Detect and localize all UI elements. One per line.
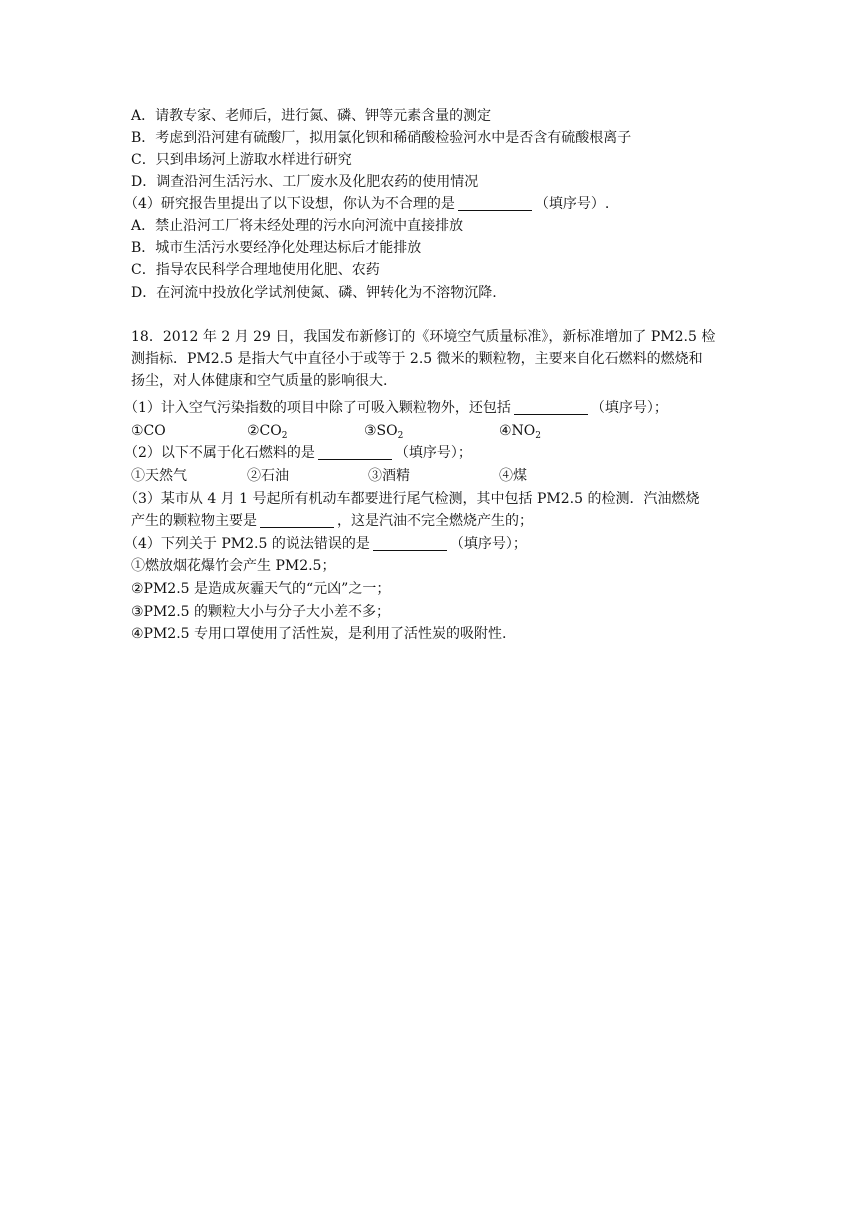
q18-part2-text: （2）以下不属于化石燃料的是: [124, 445, 315, 461]
q18-intro-line-1: 18．2012 年 2 月 29 日，我国发布新修订的《环境空气质量标准》，新标准增加了 PM2.5 检: [131, 329, 716, 345]
q18-part4-option-3: ③PM2.5 的颗粒大小与分子大小差不多；: [131, 604, 391, 620]
answer-blank[interactable]: [458, 196, 532, 211]
q18-part3-line-2: [131, 510, 533, 532]
q18-part4-stem: [124, 533, 527, 555]
option-coal: ④煤: [499, 468, 527, 484]
option-no2: $④NO_2$: [499, 423, 542, 441]
q17-part4-text: （4）研究报告里提出了以下设想，你认为不合理的是: [124, 196, 455, 212]
option-alcohol: ③酒精: [368, 468, 410, 484]
q17-part4-suffix: （填序号）.: [534, 196, 610, 212]
option-petroleum: ②石油: [247, 468, 289, 484]
q18-part4-option-4: ④PM2.5 专用口罩使用了活性炭，是利用了活性炭的吸附性.: [131, 626, 507, 642]
q18-part3-text: 产生的颗粒物主要是: [131, 513, 257, 529]
q17-part4-option-b: B．城市生活污水要经净化处理达标后才能排放: [131, 240, 422, 256]
q17-part4-stem: [124, 193, 609, 215]
q17-option-b: B．考虑到沿河建有硫酸厂，拟用氯化钡和稀硝酸检验河水中是否含有硫酸根离子: [131, 130, 632, 146]
answer-blank[interactable]: [373, 536, 447, 551]
q17-option-c: C．只到串场河上游取水样进行研究: [131, 152, 352, 168]
q18-part4-text: （4）下列关于 PM2.5 的说法错误的是: [124, 536, 370, 552]
option-co: ①CO: [131, 423, 166, 439]
q18-part3-line-1: （3）某市从 4 月 1 号起所有机动车都要进行尾气检测，其中包括 PM2.5 的检测．汽油燃烧: [124, 491, 700, 507]
q18-part3-suffix: ，这是汽油不完全燃烧产生的；: [337, 513, 533, 529]
q17-part4-option-d: D．在河流中投放化学试剂使氮、磷、钾转化为不溶物沉降.: [131, 285, 497, 301]
answer-blank[interactable]: [260, 513, 334, 528]
q18-part1-suffix: （填序号）；: [590, 400, 668, 416]
answer-blank[interactable]: [514, 400, 588, 415]
q18-intro-line-3: 扬尘，对人体健康和空气质量的影响很大.: [131, 373, 388, 389]
answer-blank[interactable]: [318, 445, 392, 460]
q17-option-d: D．调查沿河生活污水、工厂废水及化肥农药的使用情况: [131, 174, 479, 190]
q18-part1-text: （1）计入空气污染指数的项目中除了可吸入颗粒物外，还包括: [124, 400, 511, 416]
q18-intro-line-2: 测指标．PM2.5 是指大气中直径小于或等于 2.5 微米的颗粒物，主要来自化石燃料的燃烧和: [131, 351, 703, 367]
q18-part4-suffix: （填序号）；: [449, 536, 527, 552]
q18-part1-stem: [124, 397, 668, 419]
option-co2: $②CO_2$: [247, 423, 288, 441]
option-natural-gas: ①天然气: [131, 468, 187, 484]
q18-part2-stem: [124, 442, 472, 464]
q18-part2-suffix: （填序号）；: [394, 445, 472, 461]
option-so2: $③SO_2$: [364, 423, 404, 441]
q17-part4-option-c: C．指导农民科学合理地使用化肥、农药: [131, 262, 380, 278]
q18-part4-option-2: ②PM2.5 是造成灰霾天气的“元凶”之一；: [131, 581, 391, 597]
q18-part4-option-1: ①燃放烟花爆竹会产生 PM2.5；: [131, 558, 336, 574]
q17-part4-option-a: A．禁止沿河工厂将未经处理的污水向河流中直接排放: [131, 218, 464, 234]
q17-option-a: A．请教专家、老师后，进行氮、磷、钾等元素含量的测定: [131, 108, 492, 124]
